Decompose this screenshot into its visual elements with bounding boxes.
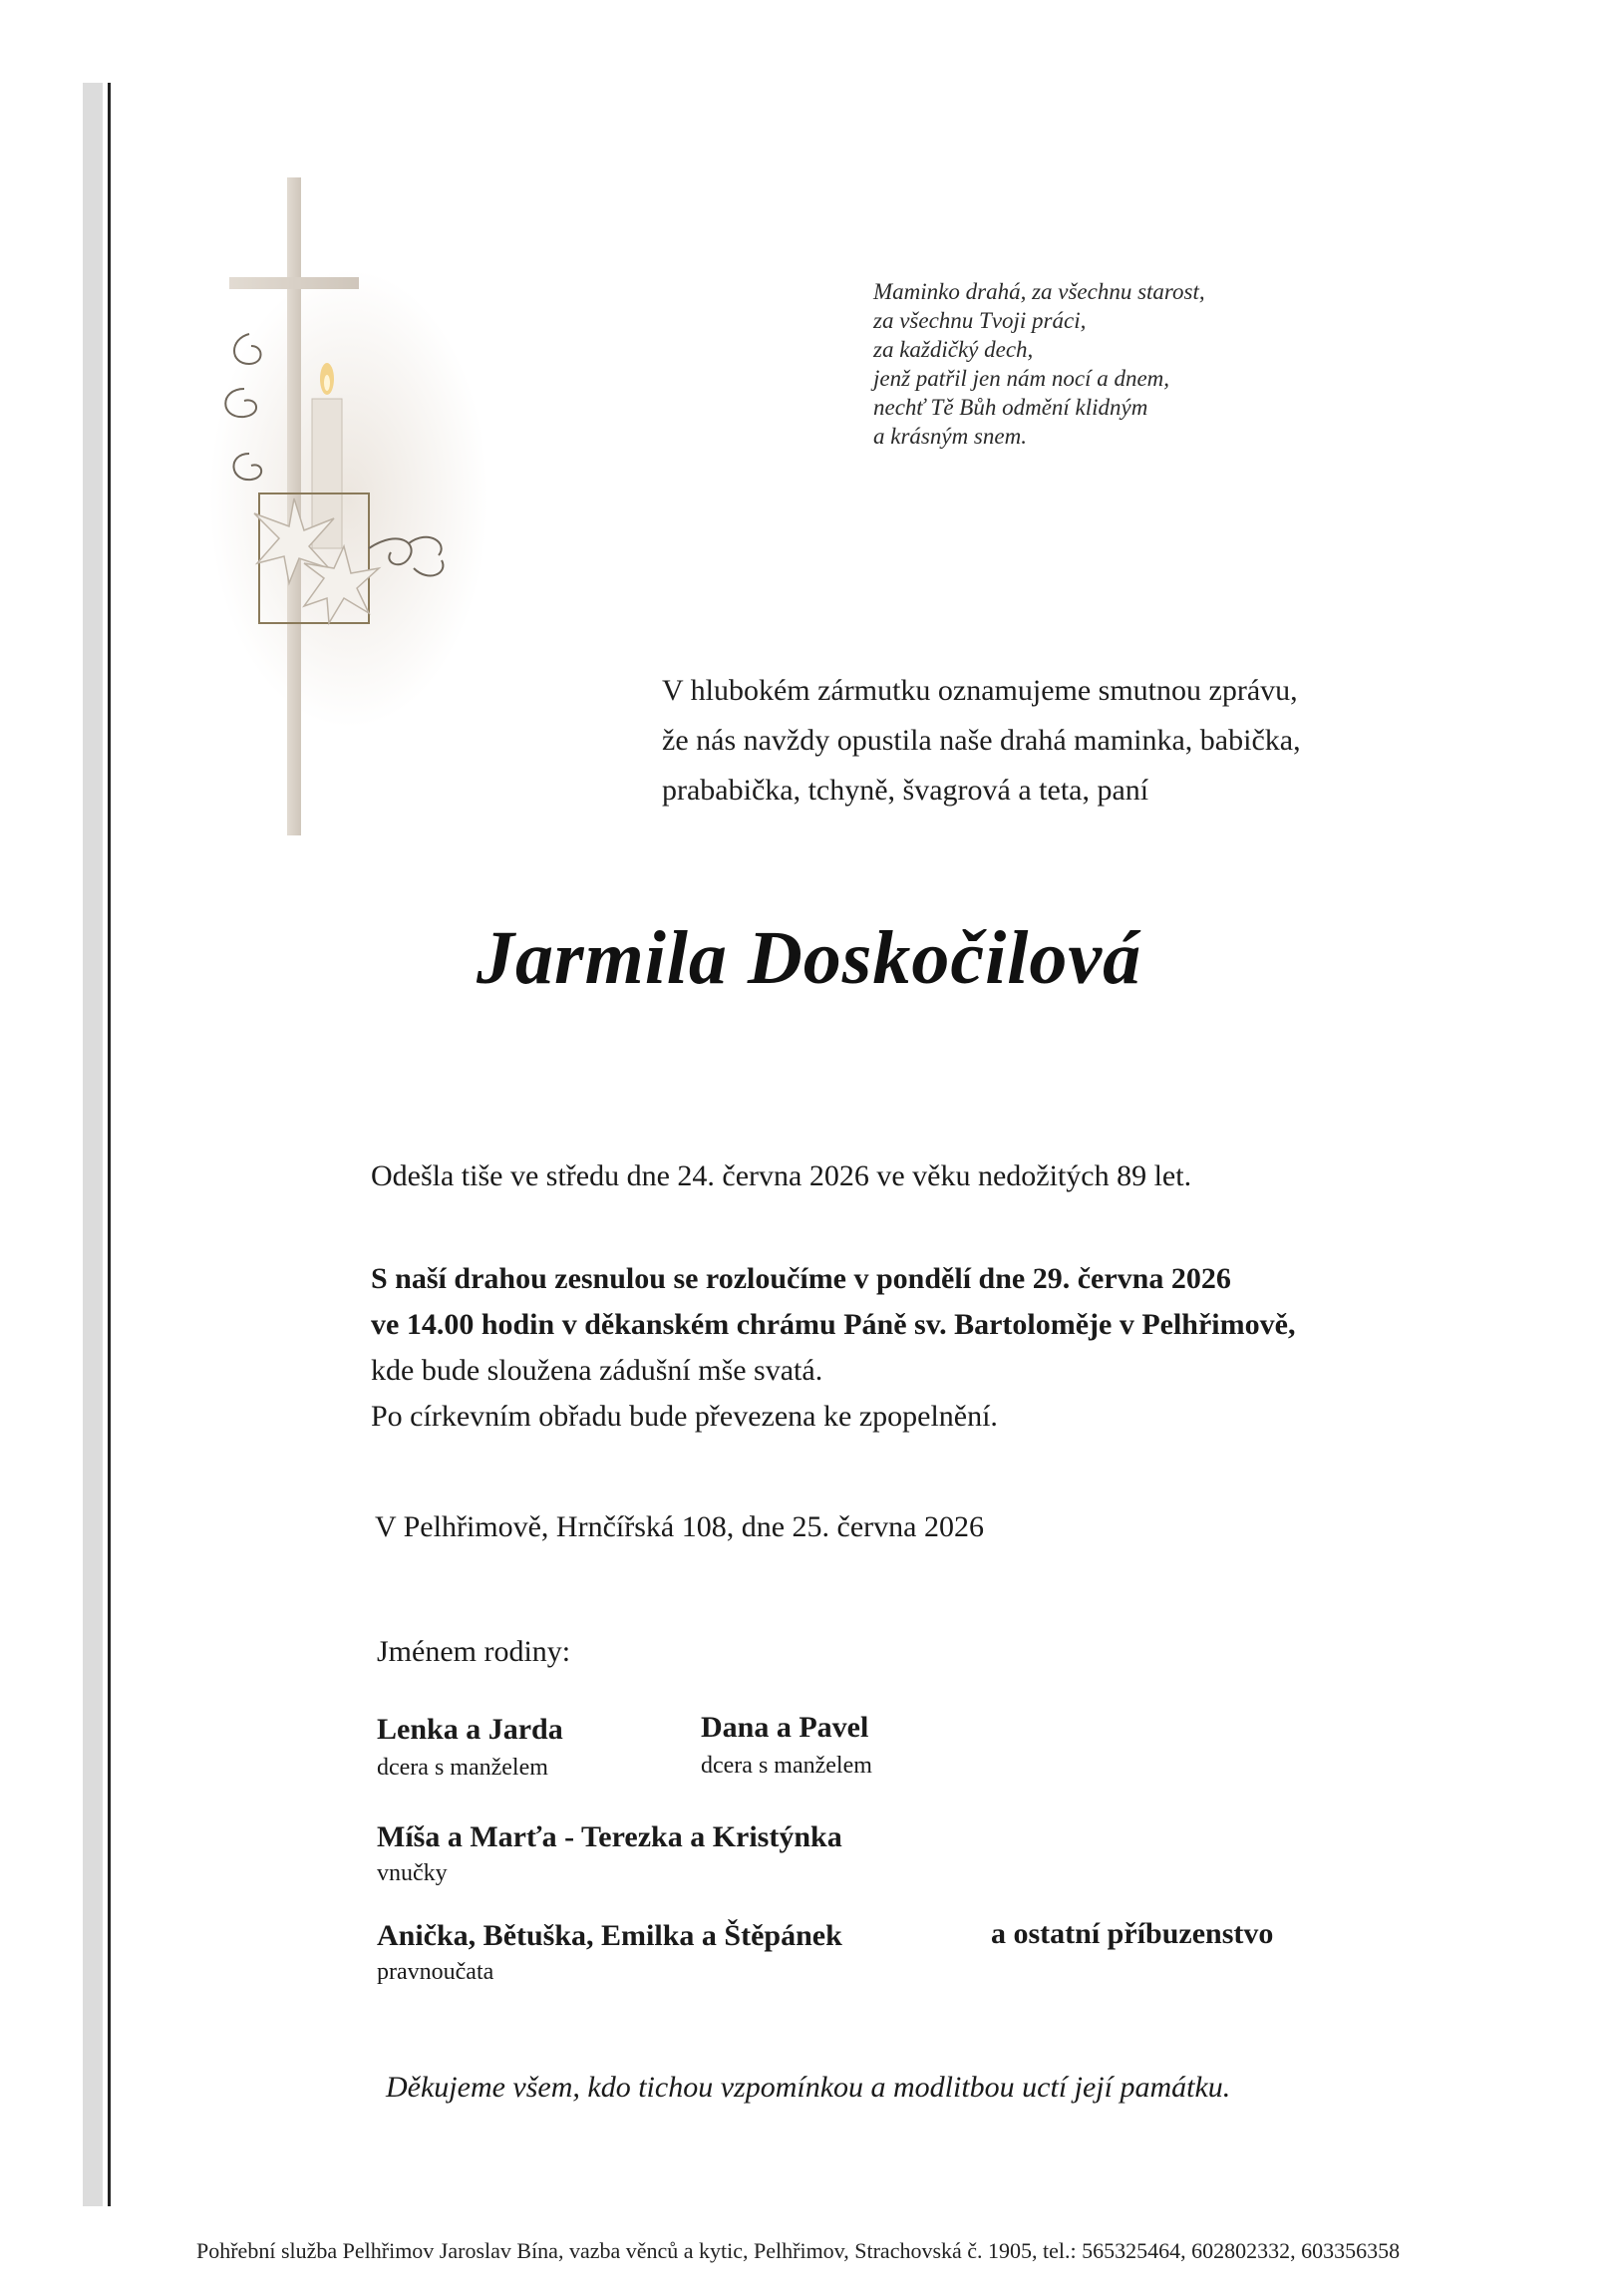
family-member bbox=[377, 1713, 563, 1782]
family-member-name: Dana a Pavel bbox=[701, 1711, 869, 1744]
left-border-gray bbox=[83, 83, 103, 2206]
cross-icon bbox=[209, 169, 508, 847]
poem bbox=[873, 277, 1332, 451]
announcement-line: že nás navždy opustila naše drahá maminka, babička, bbox=[662, 724, 1301, 757]
place-date: V Pelhřimově, Hrnčířská 108, dne 25. června 2026 bbox=[375, 1510, 984, 1543]
poem-line: Maminko drahá, za všechnu starost, bbox=[873, 279, 1205, 304]
cross-candle-lily-illustration bbox=[209, 169, 508, 847]
family-member-relation: vnučky bbox=[377, 1860, 448, 1886]
funeral-service-footer: Pohřební služba Pelhřimov Jaroslav Bína, vazba věnců a kytic, Pelhřimov, Strachovská č. 1905, tel.: 565325464, 602802332, 603356358 bbox=[196, 2238, 1401, 2263]
left-border-line bbox=[108, 83, 111, 2206]
poem-line: nechť Tě Bůh odmění klidným bbox=[873, 395, 1148, 420]
family-member-name: Anička, Bětuška, Emilka a Štěpánek bbox=[377, 1919, 842, 1952]
family-member-name: Lenka a Jarda bbox=[377, 1713, 563, 1746]
family-member bbox=[701, 1711, 872, 1780]
poem-line: jenž patřil jen nám nocí a dnem, bbox=[873, 366, 1170, 391]
family-member-relation: dcera s manželem bbox=[377, 1755, 548, 1781]
family-member-name: Míša a Marťa - Terezka a Kristýnka bbox=[377, 1820, 842, 1853]
family-member bbox=[377, 1820, 842, 1887]
announcement bbox=[662, 666, 1400, 816]
funeral-info bbox=[371, 1256, 1295, 1440]
announcement-line: V hlubokém zármutku oznamujeme smutnou zprávu, bbox=[662, 674, 1298, 707]
family-member-relation: dcera s manželem bbox=[701, 1753, 872, 1779]
funeral-line: ve 14.00 hodin v děkanském chrámu Páně sv. Bartoloměje v Pelhřimově, bbox=[371, 1308, 1296, 1341]
funeral-line: kde bude sloužena zádušní mše svatá. bbox=[371, 1354, 823, 1387]
funeral-line: S naší drahou zesnulou se rozloučíme v pondělí dne 29. června 2026 bbox=[371, 1262, 1231, 1295]
announcement-line: prababička, tchyně, švagrová a teta, paní bbox=[662, 774, 1149, 807]
family-member bbox=[377, 1919, 842, 1986]
death-info: Odešla tiše ve středu dne 24. června 2026 ve věku nedožitých 89 let. bbox=[371, 1159, 1192, 1192]
closing-thanks: Děkujeme všem, kdo tichou vzpomínkou a modlitbou uctí její památku. bbox=[386, 2071, 1231, 2104]
family-member-relation: pravnoučata bbox=[377, 1959, 494, 1985]
other-relatives: a ostatní příbuzenstvo bbox=[991, 1917, 1274, 1950]
poem-line: za každičký dech, bbox=[873, 337, 1034, 362]
family-heading: Jménem rodiny: bbox=[377, 1635, 571, 1668]
deceased-name: Jarmila Doskočilová bbox=[477, 916, 1142, 1000]
poem-line: a krásným snem. bbox=[873, 424, 1027, 449]
funeral-line: Po církevním obřadu bude převezena ke zpopelnění. bbox=[371, 1400, 998, 1433]
poem-line: za všechnu Tvoji práci, bbox=[873, 308, 1087, 333]
